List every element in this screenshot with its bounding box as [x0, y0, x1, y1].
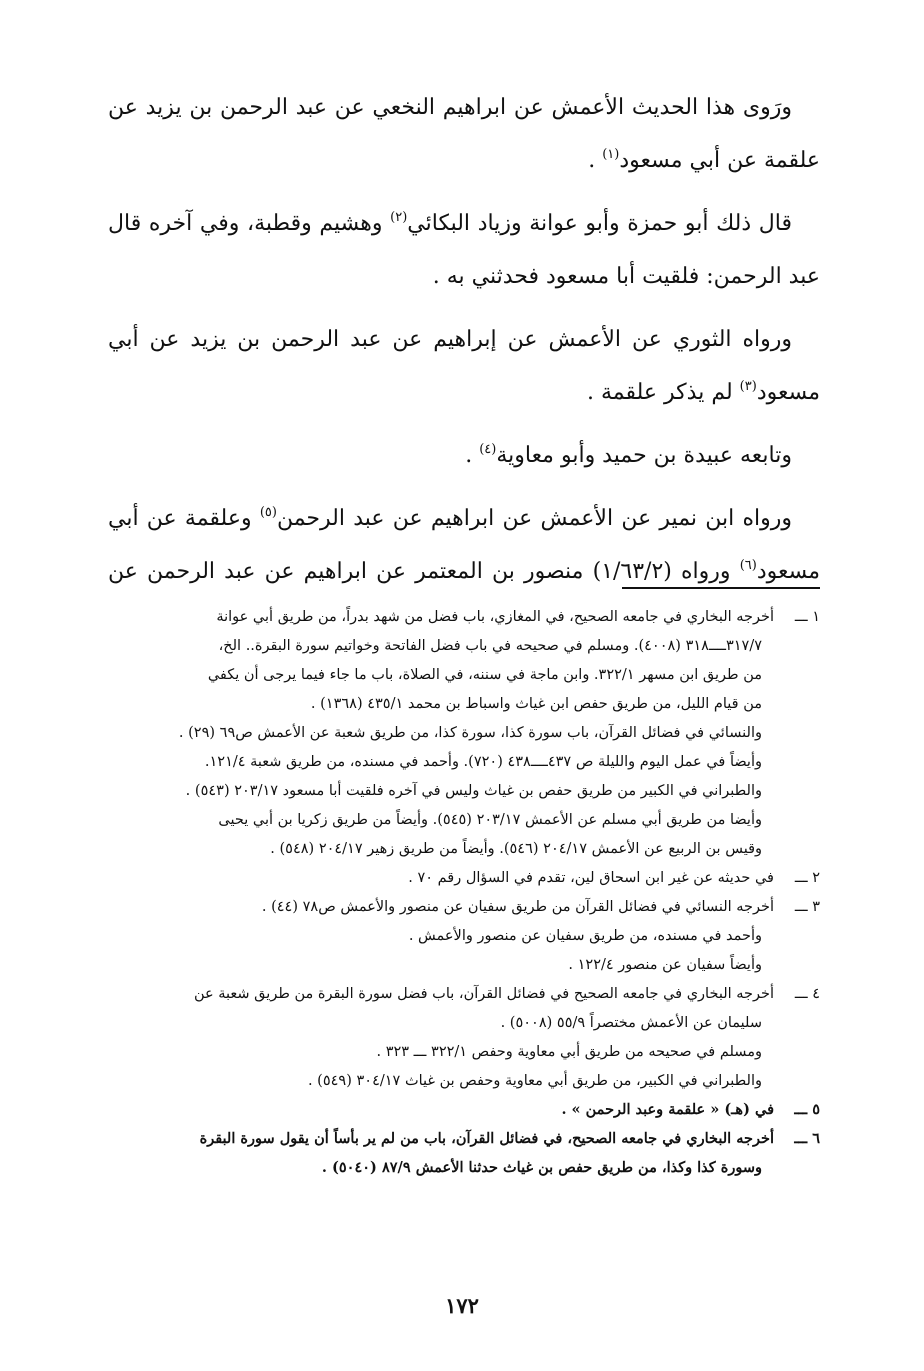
footnote-text: وأيضاً في عمل اليوم والليلة ص ٤٣٧ــــ٤٣٨ (٧٢٠). وأحمد في مسنده، من طريق شعبة ١٢١/٤.: [204, 754, 762, 770]
main-line: [108, 324, 820, 377]
footnote-text: أخرجه النسائي في فضائل القرآن من طريق سفيان عن منصور والأعمش ص٧٨ (٤٤) .: [261, 899, 774, 915]
footnote-line: [108, 636, 820, 665]
main-line: [108, 556, 820, 609]
footnote-line: [108, 810, 820, 839]
footnote-ref[interactable]: (٦): [739, 558, 757, 573]
text-run: علقمة عن أبي مسعود: [619, 148, 820, 173]
footnote-number: ٢ ـــ: [794, 870, 820, 886]
footnote-text: وأيضا من طريق أبي مسلم عن الأعمش ٢٠٣/١٧ (٥٤٥). وأيضاً من طريق زكريا بن أبي يحيى: [218, 812, 762, 828]
footnote-ref[interactable]: (٣): [739, 379, 757, 394]
footnote-line: [108, 1071, 820, 1100]
footnote-text: وأيضاً سفيان عن منصور ١٢٢/٤ .: [568, 957, 762, 973]
footnote-line: [108, 1013, 820, 1042]
footnote-number: ١ ـــ: [794, 609, 820, 625]
footnote-text: من قيام الليل، من طريق حفص ابن غياث واسباط بن محمد ٤٣٥/١ (١٣٦٨) .: [310, 696, 762, 712]
footnote-ref[interactable]: (٤): [479, 442, 497, 457]
footnote-line: [108, 1042, 820, 1071]
text-run: ورواه الثوري عن الأعمش عن إبراهيم عن عبد الرحمن بن يزيد عن أبي: [108, 327, 792, 352]
footnote-line: [108, 1129, 820, 1158]
footnote-line: [108, 897, 820, 926]
text-run: عبد الرحمن: فلقيت أبا مسعود فحدثني به .: [432, 264, 820, 289]
text-run: قال ذلك أبو حمزة وأبو عوانة وزياد البكائي: [407, 211, 792, 236]
text-run: ورواه ابن نمير عن الأعمش عن ابراهيم عن عبد الرحمن: [276, 506, 792, 531]
footnote-line: [108, 868, 820, 897]
text-run: وعلقمة عن أبي: [108, 506, 260, 531]
footnote-text: في حديثه عن غير ابن اسحاق لين، تقدم في السؤال رقم ٧٠ .: [408, 870, 774, 886]
footnote-text: من طريق ابن مسهر ٣٢٢/١. وابن ماجة في سننه، في الصلاة، باب ما جاء فيما يرجى أن يكفي: [207, 667, 762, 683]
footnote-line: [108, 781, 820, 810]
page-number: ١٧٢: [445, 1293, 479, 1318]
main-line: [108, 208, 820, 261]
text-run: .: [465, 443, 480, 468]
text-run: وهشيم وقطبة، وفي آخره قال: [108, 211, 391, 236]
footnote-text: وسورة كذا وكذا، من طريق حفص بن غياث حدثنا الأعمش ٨٧/٩ (٥٠٤٠) .: [321, 1159, 762, 1176]
text-run: ورواه (١/٦٣/٢) منصور بن المعتمر عن ابراهيم عن عبد الرحمن عن: [108, 559, 731, 584]
main-line: [108, 92, 820, 145]
footnotes: [108, 607, 820, 1187]
footnote-ref[interactable]: (٥): [259, 505, 277, 520]
footnote-number: ٣ ـــ: [794, 899, 820, 915]
footnote-text: أخرجه البخاري في جامعه الصحيح، في المغازي، باب فضل من شهد بدراً، من طريق أبي عوانة: [216, 609, 774, 625]
main-line: [108, 145, 820, 208]
footnote-line: [108, 1158, 820, 1187]
footnote-number: ٦ ـــ: [794, 1130, 820, 1147]
text-run: .: [588, 148, 603, 173]
footnote-text: ٣١٧/٧ــــ٣١٨ (٤٠٠٨). ومسلم في صحيحه في باب فضل الفاتحة وخواتيم سورة البقرة.. الخ،: [218, 638, 762, 654]
main-text: [108, 92, 820, 609]
footnote-text: وأحمد في مسنده، من طريق سفيان عن منصور والأعمش .: [408, 928, 762, 944]
footnote-text: في (هـ) « علقمة وعبد الرحمن » .: [561, 1101, 774, 1118]
footnote-line: [108, 926, 820, 955]
footnote-text: أخرجه البخاري في جامعه الصحيح في فضائل القرآن، باب فضل سورة البقرة من طريق شعبة عن: [193, 986, 774, 1002]
footnote-line: [108, 607, 820, 636]
footnote-ref[interactable]: (٢): [390, 210, 408, 225]
footnote-line: [108, 752, 820, 781]
footnote-separator: [622, 587, 820, 589]
footnote-line: [108, 839, 820, 868]
footnote-ref[interactable]: (١): [602, 147, 620, 162]
footnote-line: [108, 723, 820, 752]
footnote-line: [108, 1100, 820, 1129]
footnote-text: أخرجه البخاري في جامعه الصحيح، في فضائل القرآن، باب من لم ير بأساً أن يقول سورة البقرة: [199, 1130, 774, 1147]
footnote-line: [108, 984, 820, 1013]
footnote-line: [108, 665, 820, 694]
main-line: [108, 503, 820, 556]
text-run: ورَوى هذا الحديث الأعمش عن ابراهيم النخعي عن عبد الرحمن بن يزيد عن: [108, 95, 792, 120]
footnote-text: والنسائي في فضائل القرآن، باب سورة كذا، سورة كذا، من طريق شعبة عن الأعمش ص٦٩ (٢٩) .: [178, 725, 762, 741]
main-line: [108, 261, 820, 324]
text-run: لم يذكر علقمة .: [587, 380, 740, 405]
footnote-text: والطبراني في الكبير، من طريق أبي معاوية وحفص بن غياث ٣٠٤/١٧ (٥٤٩) .: [307, 1073, 762, 1089]
footnote-number: ٥ ـــ: [794, 1101, 820, 1118]
footnote-text: وقيس بن الربيع عن الأعمش ٢٠٤/١٧ (٥٤٦). وأيضاً من طريق زهير ٢٠٤/١٧ (٥٤٨) .: [270, 841, 762, 857]
text-run: وتابعه عبيدة بن حميد وأبو معاوية: [496, 443, 792, 468]
footnote-text: سليمان عن الأعمش مختصراً ٥٥/٩ (٥٠٠٨) .: [500, 1015, 762, 1031]
main-line: [108, 377, 820, 440]
footnote-number: ٤ ـــ: [794, 986, 820, 1002]
main-line: [108, 440, 820, 503]
footnote-line: [108, 694, 820, 723]
footnote-text: ومسلم في صحيحه من طريق أبي معاوية وحفص ٣٢٢/١ ـــ ٣٢٣ .: [376, 1044, 762, 1060]
footnote-line: [108, 955, 820, 984]
text-run: مسعود: [756, 559, 821, 584]
footnote-text: والطبراني في الكبير من طريق حفص بن غياث وليس في آخره فلقيت أبا مسعود ٢٠٣/١٧ (٥٤٣) .: [185, 783, 762, 799]
text-run: مسعود: [756, 380, 820, 405]
